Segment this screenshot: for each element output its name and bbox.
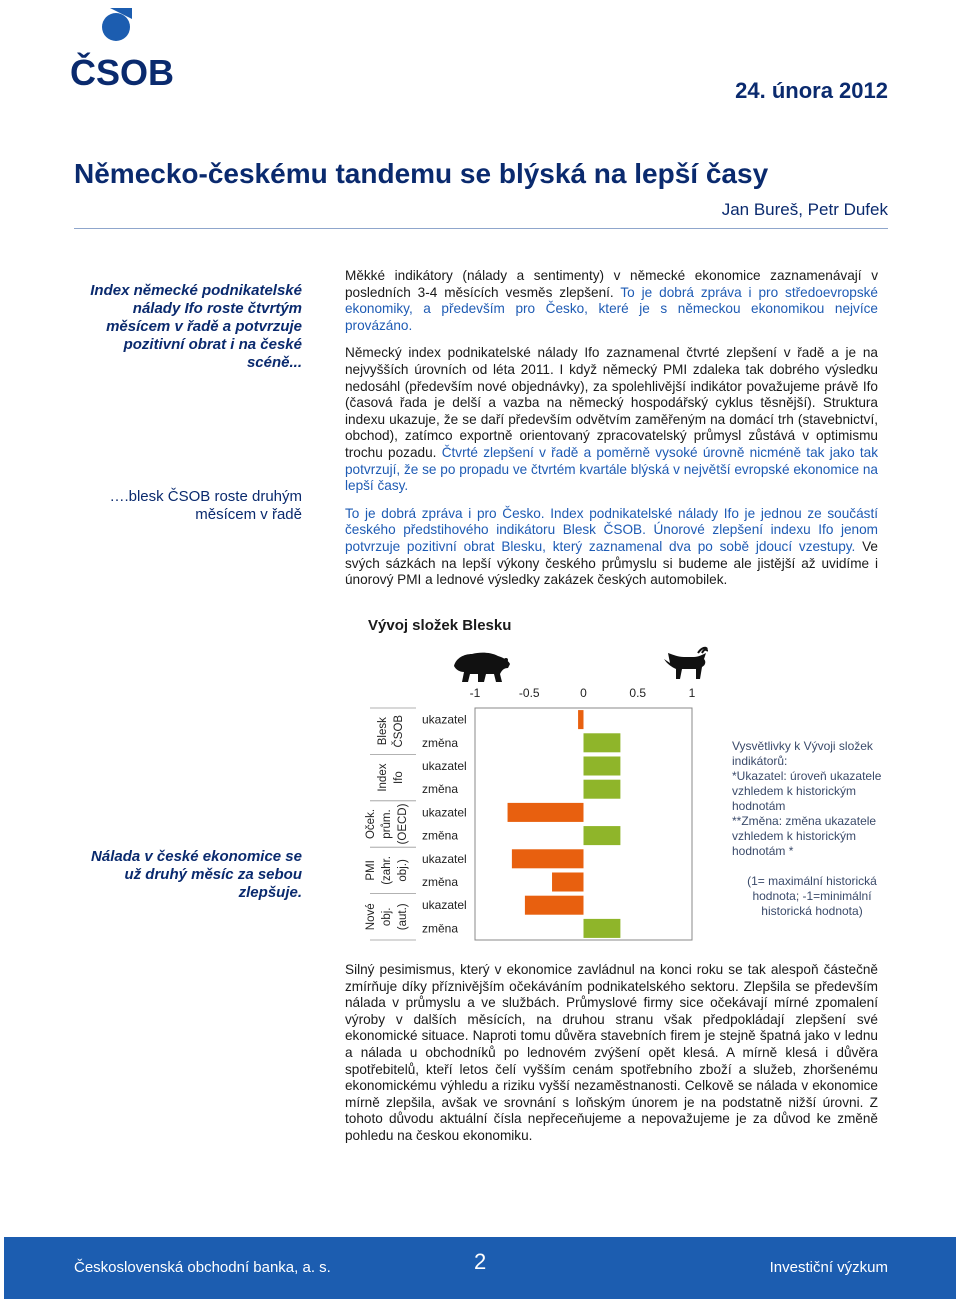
- row-label: ukazatel: [422, 851, 467, 866]
- row-label: ukazatel: [422, 759, 467, 773]
- footer-company: Československá obchodní banka, a. s.: [74, 1259, 331, 1276]
- sidebar-note-mood: Nálada v české ekonomice se už druhý měsíc za sebou zlepšuje.: [91, 848, 302, 901]
- row-label: změna: [422, 921, 459, 936]
- chart-bar: [584, 919, 621, 938]
- plot-area: [475, 708, 692, 940]
- row-label: ukazatel: [422, 712, 467, 727]
- x-axis-ticks: [470, 686, 696, 700]
- paragraph-1: Měkké indikátory (nálady a sentimenty) v německé ekonomice zaznamenávají v posledních 3-4 měsících vesměs zlepšení. To je dobrá zpráva i pro středoevropské ekonomiky, a především pro Česko, které je s německou ekonomikou nejvíce provázáno.: [345, 268, 878, 333]
- chart-bar: [578, 710, 583, 729]
- page-title: Německo-českému tandemu se blýská na lepší časy: [74, 158, 769, 189]
- row-label: ukazatel: [422, 898, 467, 913]
- group-label: PMI: [365, 860, 377, 881]
- authors: Jan Bureš, Petr Dufek: [721, 200, 888, 219]
- chart-bar: [525, 896, 584, 915]
- group-label: obj.: [381, 907, 393, 927]
- group-label: Nové: [365, 903, 377, 931]
- report-date: 24. února 2012: [735, 78, 888, 103]
- article-body-top: [345, 268, 878, 600]
- group-label: Oček.: [365, 808, 377, 840]
- logo-text: ČSOB: [70, 52, 175, 91]
- row-label: změna: [422, 782, 459, 797]
- group-label: Index: [377, 763, 389, 792]
- paragraph-4: Silný pesimismus, který v ekonomice zavládnul na konci roku se tak alespoň částečně zmírňuje díky příznivějším očekáváním podnikatelského sektoru. Zlepšila se především nálada v průmyslu a ve službách. Průmyslové firmy sice očekávají mírné zpomalení výroby v dalších měsících, na druhou stranu však předpokládají zlepšení své ekonomické situace. Naproti tomu důvěra stavebních firem je stejně špatná jako v lednu a nálada u obchodníků po lednovém zvýšení opět klesá. A mírně klesá i důvěra spotřebitelů, kteří letos čelí vyšším cenám spotřebního zboží a služeb, zhoršenému ekonomickému výhledu a riziku vyšší nezaměstnanosti. Celkově se nálada v ekonomice mírně zlepšila, avšak ve srovnání s loňským únorem je na podstatně nižší úrovni. Z tohoto důvodu aktuální čísla nepřeceňujeme a nepovažujeme je za důvod ke změně pohledu na českou ekonomiku.: [345, 962, 878, 1143]
- x-tick-label: 1: [688, 686, 696, 700]
- chart-bar: [584, 733, 621, 752]
- paragraph-2: Německý index podnikatelské nálady Ifo zaznamenal čtvrté zlepšení v řadě a je na nejvyšších úrovních od léta 2011. I když německý PMI zdaleka tak dobrého výsledku nedosáhl (především nové objednávky), za spolehlivější indikátor považujeme právě Ifo (časová řada je delší a vazba na německý hospodářský cyklus těsnější). Struktura indexu ukazuje, že se daří především odvětvím zaměřeným na domácí trh (stavebnictví, obchod), zatímco exportně orientovaný zpracovatelský průmysl zůstává v optimismu trochu pozadu. Čtvrté zlepšení v řadě a poměrně vysoké úrovně nicméně tak jako tak potvrzují, že se po propadu ve čtvrtém kvartále blýská v největší evropské ekonomice na lepší časy.: [345, 345, 879, 494]
- chart-bar: [552, 872, 583, 891]
- chart-bar: [512, 849, 584, 868]
- row-label: ukazatel: [422, 805, 467, 820]
- blesk-components-chart: [350, 680, 730, 945]
- group-label: ČSOB: [393, 714, 405, 748]
- x-tick-label: 0.5: [629, 686, 647, 700]
- group-label: Blesk: [377, 717, 389, 746]
- group-label: Ifo: [393, 771, 405, 784]
- chart-bar: [584, 780, 621, 799]
- paragraph-3: To je dobrá zpráva i pro Česko. Index podnikatelské nálady Ifo je jednou ze součástí českého předstihového indikátoru Blesk ČSOB. Únorové zlepšení indexu Ifo jenom potvrzuje pozitivní obrat Blesku, který zaznamenal dva po sobě jdoucí vzestupy. Ve svých sázkách na lepší výkony českého průmyslu si budeme ale jistější až uvidíme i únorový PMI a lednové výsledky zakázek českých automobilek.: [345, 505, 878, 588]
- footer: [4, 1237, 956, 1299]
- article-body-bottom: [345, 962, 878, 1156]
- group-labels: [365, 708, 416, 940]
- sidebar-note-ifo: Index německé podnikatelské nálady Ifo roste čtvrtým měsícem v řadě a potvrzuje pozitivní obrat i na české scéně...: [90, 282, 302, 371]
- chart-bar: [584, 826, 621, 845]
- x-tick-label: 0: [580, 686, 587, 700]
- chart-bar: [584, 756, 621, 775]
- group-label: (aut.): [397, 903, 409, 931]
- footer-department: Investiční výzkum: [769, 1259, 888, 1276]
- row-labels: [422, 713, 467, 936]
- header-divider: [74, 228, 888, 229]
- group-label: (OECD): [397, 803, 409, 845]
- group-label: prům.: [381, 809, 393, 839]
- csob-logo: [70, 5, 176, 91]
- x-tick-label: -0.5: [518, 686, 540, 700]
- chart-bar: [508, 803, 584, 822]
- chart-legend-note: Vysvětlivky k Vývoji složek indikátorů: *Ukazatel: úroveň ukazatele vzhledem k historickým hodnotám **Změna: změna ukazatele vzhledem k historickým hodnotám * (1= maximální historická hodnota; -1=minimální historická hodnota): [732, 739, 882, 918]
- row-label: změna: [422, 735, 459, 750]
- chart-title: Vývoj složek Blesku: [368, 617, 512, 634]
- row-label: změna: [422, 828, 459, 843]
- sidebar-note-blesk: ….blesk ČSOB roste druhým měsícem v řadě: [109, 488, 302, 523]
- bull-icon: [662, 645, 708, 685]
- page-number: 2: [474, 1249, 487, 1274]
- group-label: (zahr.: [381, 856, 393, 885]
- row-label: změna: [422, 875, 459, 889]
- x-tick-label: -1: [469, 686, 481, 700]
- group-label: obj.): [397, 859, 409, 882]
